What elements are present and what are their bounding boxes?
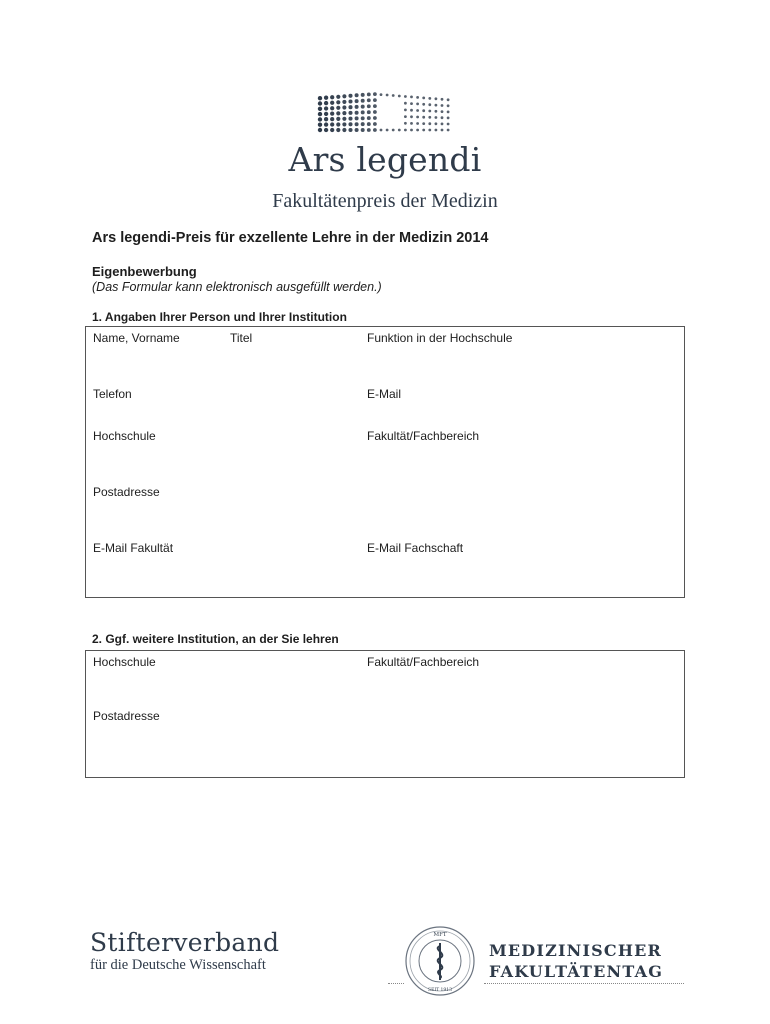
logo-dot bbox=[447, 111, 450, 114]
logo-dot bbox=[422, 122, 425, 125]
postal-field-label: Postadresse bbox=[93, 485, 160, 499]
logo-dot bbox=[441, 123, 444, 126]
logo-dot bbox=[447, 104, 450, 107]
logo-dot bbox=[330, 122, 334, 126]
logo-dot bbox=[355, 116, 359, 120]
logo-dot bbox=[318, 96, 322, 100]
logo-dot bbox=[324, 96, 328, 100]
logo-dot bbox=[428, 97, 431, 100]
logo-dot bbox=[404, 109, 407, 112]
phone-field-label: Telefon bbox=[93, 387, 132, 401]
logo-dot bbox=[336, 117, 340, 121]
mft-divider bbox=[484, 983, 684, 984]
logo-dot bbox=[324, 128, 328, 132]
logo-dot bbox=[416, 129, 419, 132]
logo-dot bbox=[348, 99, 352, 103]
logo-dot bbox=[367, 116, 371, 120]
logo-dot bbox=[435, 104, 438, 107]
stifterverband-subtitle: für die Deutsche Wissenschaft bbox=[90, 957, 266, 973]
title-field-label: Titel bbox=[230, 331, 253, 345]
logo-dot bbox=[348, 94, 352, 98]
logo-dot bbox=[330, 106, 334, 110]
logo-dot bbox=[342, 122, 346, 126]
logo-dot bbox=[361, 99, 365, 103]
logo-dot bbox=[342, 128, 346, 132]
brand-subtitle: Fakultätenpreis der Medizin bbox=[272, 190, 498, 212]
document-title: Ars legendi-Preis für exzellente Lehre in der Medizin 2014 bbox=[92, 230, 489, 246]
logo-dot bbox=[330, 101, 334, 105]
logo-dot bbox=[318, 123, 322, 127]
logo-dot bbox=[380, 93, 383, 96]
logo-dot bbox=[324, 106, 328, 110]
logo-dot bbox=[416, 96, 419, 99]
faculty-field-label: Fakultät/Fachbereich bbox=[367, 429, 480, 443]
logo-dot bbox=[348, 122, 352, 126]
self-application-label: Eigenbewerbung bbox=[92, 264, 197, 279]
logo-dot bbox=[355, 111, 359, 115]
logo-dot bbox=[367, 128, 371, 132]
logo-dot bbox=[380, 129, 383, 132]
logo-dot bbox=[435, 122, 438, 125]
email-field-label: E-Mail bbox=[367, 387, 402, 401]
logo-dot bbox=[342, 94, 346, 98]
logo-dot bbox=[410, 115, 413, 118]
logo-dot bbox=[324, 112, 328, 116]
logo-dot bbox=[318, 117, 322, 121]
self-application-note: (Das Formular kann elektronisch ausgefüllt werden.) bbox=[92, 280, 382, 294]
logo-dot bbox=[318, 107, 322, 111]
logo-dot bbox=[361, 116, 365, 120]
logo-dot bbox=[373, 104, 377, 108]
logo-dot bbox=[386, 94, 389, 97]
logo-dot bbox=[404, 95, 407, 98]
logo-dot bbox=[416, 122, 419, 125]
faculty2-field-label: Fakultät/Fachbereich bbox=[367, 655, 480, 669]
mft-name-line1: MEDIZINISCHER bbox=[489, 941, 663, 960]
logo-dot bbox=[410, 96, 413, 99]
section2-heading: 2. Ggf. weitere Institution, an der Sie lehren bbox=[92, 632, 339, 646]
university2-field-label: Hochschule bbox=[93, 655, 156, 669]
logo-dot bbox=[428, 103, 431, 106]
stifterverband-logo bbox=[90, 928, 279, 974]
logo-dot bbox=[447, 117, 450, 120]
logo-dot bbox=[441, 104, 444, 107]
logo-dot bbox=[367, 92, 371, 96]
logo-dot bbox=[435, 97, 438, 100]
logo-dot bbox=[373, 128, 377, 132]
logo-dot bbox=[422, 97, 425, 100]
logo-dot bbox=[342, 117, 346, 121]
logo-dot bbox=[348, 111, 352, 115]
logo-dot bbox=[428, 116, 431, 119]
logo-dot bbox=[336, 122, 340, 126]
logo-dot bbox=[428, 129, 431, 132]
logo-dot bbox=[386, 129, 389, 132]
logo-dot bbox=[447, 123, 450, 126]
mft-seal-icon bbox=[404, 925, 476, 997]
logo-dot bbox=[404, 129, 407, 132]
postal2-field-label: Postadresse bbox=[93, 709, 160, 723]
faculty-email-field-label: E-Mail Fakultät bbox=[93, 541, 174, 555]
logo-dot bbox=[336, 106, 340, 110]
logo-dot bbox=[447, 129, 450, 132]
logo-dot bbox=[428, 122, 431, 125]
logo-dot bbox=[392, 94, 395, 97]
logo-dot bbox=[336, 100, 340, 104]
logo-dot bbox=[361, 110, 365, 114]
logo-dot bbox=[318, 112, 322, 116]
logo-dot bbox=[410, 122, 413, 125]
logo-dot bbox=[361, 122, 365, 126]
logo-dot bbox=[330, 111, 334, 115]
logo-dot bbox=[410, 129, 413, 132]
section1-heading: 1. Angaben Ihrer Person und Ihrer Institution bbox=[92, 310, 347, 324]
logo-dot bbox=[422, 103, 425, 106]
logo-dot bbox=[367, 110, 371, 114]
logo-dot bbox=[318, 128, 322, 132]
logo-dot bbox=[441, 116, 444, 119]
logo-dot bbox=[355, 105, 359, 109]
seal-bottom-text: SEIT 1913 bbox=[427, 988, 453, 993]
logo-dot bbox=[342, 105, 346, 109]
logo-dot bbox=[410, 109, 413, 112]
logo-dot bbox=[342, 100, 346, 104]
logo-dot bbox=[404, 115, 407, 118]
student-email-field-label: E-Mail Fachschaft bbox=[367, 541, 464, 555]
logo-dot bbox=[361, 128, 365, 132]
logo-dot bbox=[355, 93, 359, 97]
university-field-label: Hochschule bbox=[93, 429, 156, 443]
logo-dot bbox=[330, 117, 334, 121]
logo-dot bbox=[330, 95, 334, 99]
seal-top-text: MFT bbox=[433, 932, 447, 938]
ars-legendi-dot-logo bbox=[316, 90, 454, 136]
logo-dot bbox=[367, 122, 371, 126]
logo-dot bbox=[355, 128, 359, 132]
logo-dot bbox=[416, 116, 419, 119]
seal-divider bbox=[388, 983, 404, 984]
logo-dot bbox=[392, 129, 395, 132]
logo-dot bbox=[367, 98, 371, 102]
section2-form-box bbox=[85, 650, 685, 778]
logo-dot bbox=[435, 110, 438, 113]
logo-dot bbox=[422, 129, 425, 132]
logo-dot bbox=[441, 129, 444, 132]
logo-dot bbox=[447, 98, 450, 101]
logo-dot bbox=[361, 105, 365, 109]
logo-dot bbox=[373, 110, 377, 114]
logo-dot bbox=[404, 102, 407, 105]
logo-dot bbox=[342, 111, 346, 115]
logo-dot bbox=[373, 98, 377, 102]
section1-form-box bbox=[85, 326, 685, 598]
logo-dot bbox=[355, 99, 359, 103]
logo-dot bbox=[324, 117, 328, 121]
logo-dot bbox=[373, 122, 377, 126]
logo-dot bbox=[410, 102, 413, 105]
logo-dot bbox=[336, 95, 340, 99]
logo-dot bbox=[428, 110, 431, 113]
logo-dot bbox=[398, 129, 401, 132]
logo-dot bbox=[367, 104, 371, 108]
logo-dot bbox=[422, 116, 425, 119]
logo-dot bbox=[348, 117, 352, 121]
logo-dot bbox=[336, 128, 340, 132]
logo-dot bbox=[422, 109, 425, 112]
logo-dot bbox=[348, 128, 352, 132]
mft-name-line2: FAKULTÄTENTAG bbox=[489, 962, 664, 981]
brand-title: Ars legendi bbox=[288, 140, 482, 179]
logo-dot bbox=[404, 122, 407, 125]
function-field-label: Funktion in der Hochschule bbox=[367, 331, 513, 345]
logo-dot bbox=[355, 122, 359, 126]
logo-dot bbox=[373, 116, 377, 120]
logo-dot bbox=[330, 128, 334, 132]
logo-dot bbox=[441, 98, 444, 101]
logo-dot bbox=[435, 116, 438, 119]
logo-dot bbox=[416, 103, 419, 106]
logo-dot bbox=[324, 122, 328, 126]
logo-dot bbox=[373, 92, 377, 96]
logo-dot bbox=[416, 109, 419, 112]
logo-dot bbox=[336, 111, 340, 115]
logo-dot bbox=[348, 105, 352, 109]
logo-dot bbox=[318, 101, 322, 105]
logo-dot bbox=[435, 129, 438, 132]
logo-dot bbox=[361, 93, 365, 97]
stifterverband-name: Stifterverband bbox=[90, 928, 280, 957]
name-field-label: Name, Vorname bbox=[93, 331, 180, 345]
logo-dot bbox=[441, 110, 444, 113]
logo-dot bbox=[398, 95, 401, 98]
logo-dot bbox=[324, 101, 328, 105]
